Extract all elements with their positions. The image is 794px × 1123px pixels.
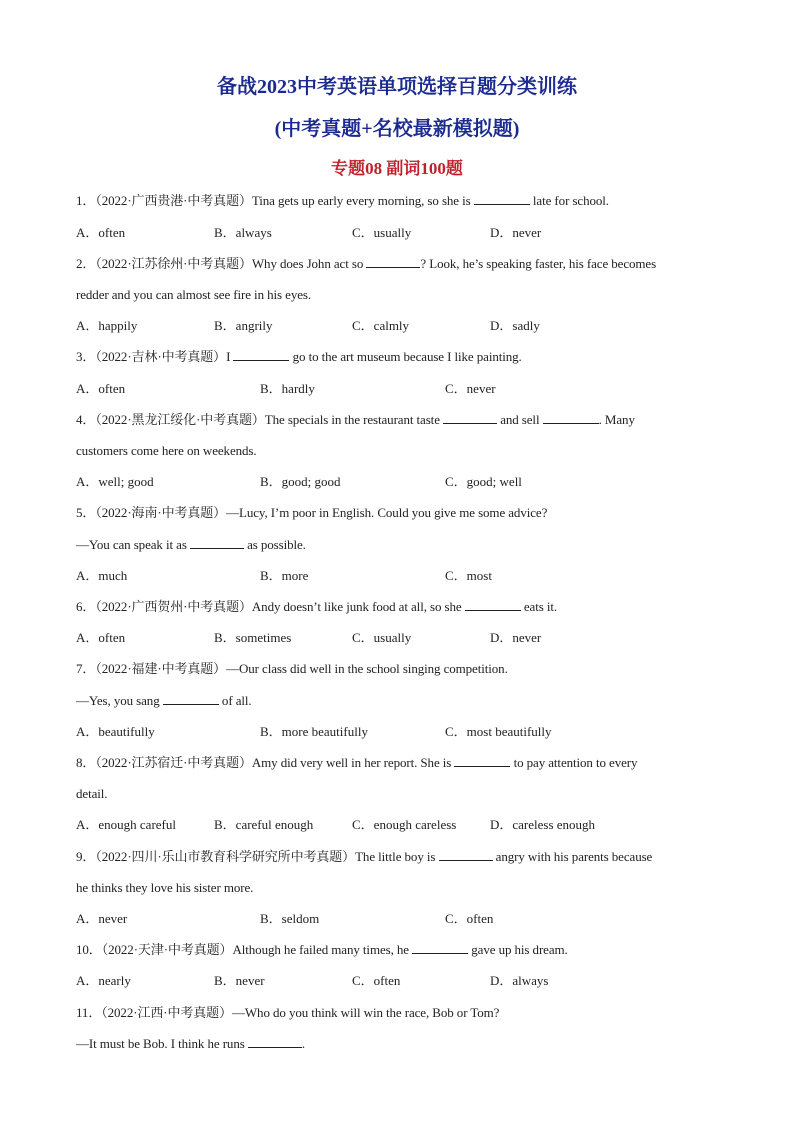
option-a: A．often [76,225,126,240]
question-text: go to the art museum because I like painting. [292,349,522,364]
question-source: （2022·江西·中考真题） [101,1005,232,1020]
answer-blank [443,412,497,424]
option-b: B．hardly [260,381,315,396]
question-source: （2022·广西贺州·中考真题） [95,599,252,614]
option-c: C．calmly [352,318,410,333]
option-c: C．most [445,568,492,583]
question-number: 1． [76,193,96,208]
option-a: A．well; good [76,474,154,489]
question-source: （2022·福建·中考真题） [95,661,227,676]
question-number: 9． [76,849,96,864]
question-source: （2022·吉林·中考真题） [95,349,227,364]
question-text: —Our class did well in the school singing competition. [226,661,508,676]
question-5-continued [76,537,306,553]
question-text: The specials in the restaurant taste [264,412,440,427]
question-2 [76,256,656,272]
question-text: The little boy is [355,849,436,864]
question-text: angry with his parents because [495,849,653,864]
topic-heading: 专题08 副词100题 [331,159,463,178]
option-c: C．usually [352,225,412,240]
answer-blank [474,193,530,205]
question-6 [76,599,557,615]
option-b: B．never [214,973,265,988]
question-number: 5． [76,505,96,520]
option-a: A．happily [76,318,138,333]
option-b: B．more [260,568,309,583]
question-text: ? Look, he’s speaking faster, his face becomes [420,256,657,271]
answer-blank [439,849,493,861]
question-number: 2． [76,256,96,271]
question-text: Amy did very well in her report. She is [251,755,452,770]
option-b: B．seldom [260,911,320,926]
question-text: I [226,349,231,364]
question-text: —Who do you think will win the race, Bob or Tom? [231,1005,500,1020]
question-source: （2022·海南·中考真题） [95,505,227,520]
answer-blank [454,755,510,767]
option-c: C．most beautifully [445,724,552,739]
question-11-continued [76,1036,305,1052]
option-d: D．sadly [490,318,540,333]
question-number: 7． [76,661,96,676]
question-9 [76,849,652,865]
question-4 [76,412,635,428]
question-text: Why does John act so [251,256,364,271]
question-text: . [301,1036,305,1051]
option-b: B．sometimes [214,630,292,645]
option-b: B．good; good [260,474,341,489]
question-text: gave up his dream. [471,942,568,957]
question-text: —Lucy, I’m poor in English. Could you give me some advice? [226,505,548,520]
option-a: A．nearly [76,973,131,988]
question-1 [76,193,609,209]
document-title: 备战2023中考英语单项选择百题分类训练 [217,76,577,98]
answer-blank [412,942,468,954]
question-number: 11． [76,1005,102,1020]
question-text: eats it. [523,599,558,614]
question-3 [76,349,522,365]
option-a: A．often [76,381,126,396]
question-8 [76,755,637,771]
question-source: （2022·黑龙江绥化·中考真题） [95,412,265,427]
answer-blank [233,349,289,361]
option-a: A．much [76,568,128,583]
question-source: （2022·广西贵港·中考真题） [95,193,252,208]
question-text: —Yes, you sang [76,693,160,708]
option-b: B．more beautifully [260,724,368,739]
option-b: B．angrily [214,318,273,333]
option-d: D．careless enough [490,817,596,832]
question-5 [76,505,547,521]
question-text: and sell [500,412,540,427]
option-c: C．never [445,381,496,396]
question-10 [76,942,568,958]
option-d: D．always [490,973,549,988]
question-number: 4． [76,412,96,427]
question-8-continued: detail. [76,786,108,801]
question-text: —You can speak it as [76,537,187,552]
question-source: （2022·天津·中考真题） [101,942,233,957]
question-source: （2022·四川·乐山市教育科学研究所中考真题） [95,849,356,864]
option-a: A．never [76,911,128,926]
option-d: D．never [490,630,542,645]
answer-blank [248,1036,302,1048]
option-c: C．usually [352,630,412,645]
question-text: as possible. [247,537,306,552]
answer-blank [366,256,420,268]
answer-blank [543,412,599,424]
option-c: C．enough careless [352,817,457,832]
option-d: D．never [490,225,542,240]
question-source: （2022·江苏徐州·中考真题） [95,256,252,271]
question-text: —It must be Bob. I think he runs [76,1036,245,1051]
question-text: Andy doesn’t like junk food at all, so she [251,599,462,614]
answer-blank [465,599,521,611]
question-7-continued [76,693,252,709]
question-2-continued: redder and you can almost see fire in his eyes. [76,287,311,302]
question-source: （2022·江苏宿迁·中考真题） [95,755,252,770]
question-9-continued: he thinks they love his sister more. [76,880,254,895]
question-text: to pay attention to every [513,755,638,770]
option-c: C．often [352,973,401,988]
question-number: 10． [76,942,102,957]
question-text: of all. [221,693,252,708]
answer-blank [190,537,244,549]
question-number: 8． [76,755,96,770]
question-number: 6． [76,599,96,614]
question-11 [76,1005,499,1021]
option-a: A．beautifully [76,724,155,739]
answer-blank [163,693,219,705]
question-4-continued: customers come here on weekends. [76,443,257,458]
option-b: B．always [214,225,272,240]
option-a: A．enough careful [76,817,176,832]
question-text: Although he failed many times, he [232,942,409,957]
option-c: C．often [445,911,494,926]
option-a: A．often [76,630,126,645]
question-number: 3． [76,349,96,364]
option-c: C．good; well [445,474,522,489]
question-text: . Many [598,412,635,427]
document-title-subline: (中考真题+名校最新模拟题) [274,118,520,140]
option-b: B．careful enough [214,817,314,832]
question-7 [76,661,508,677]
question-text: Tina gets up early every morning, so she is [251,193,471,208]
question-text: late for school. [532,193,609,208]
